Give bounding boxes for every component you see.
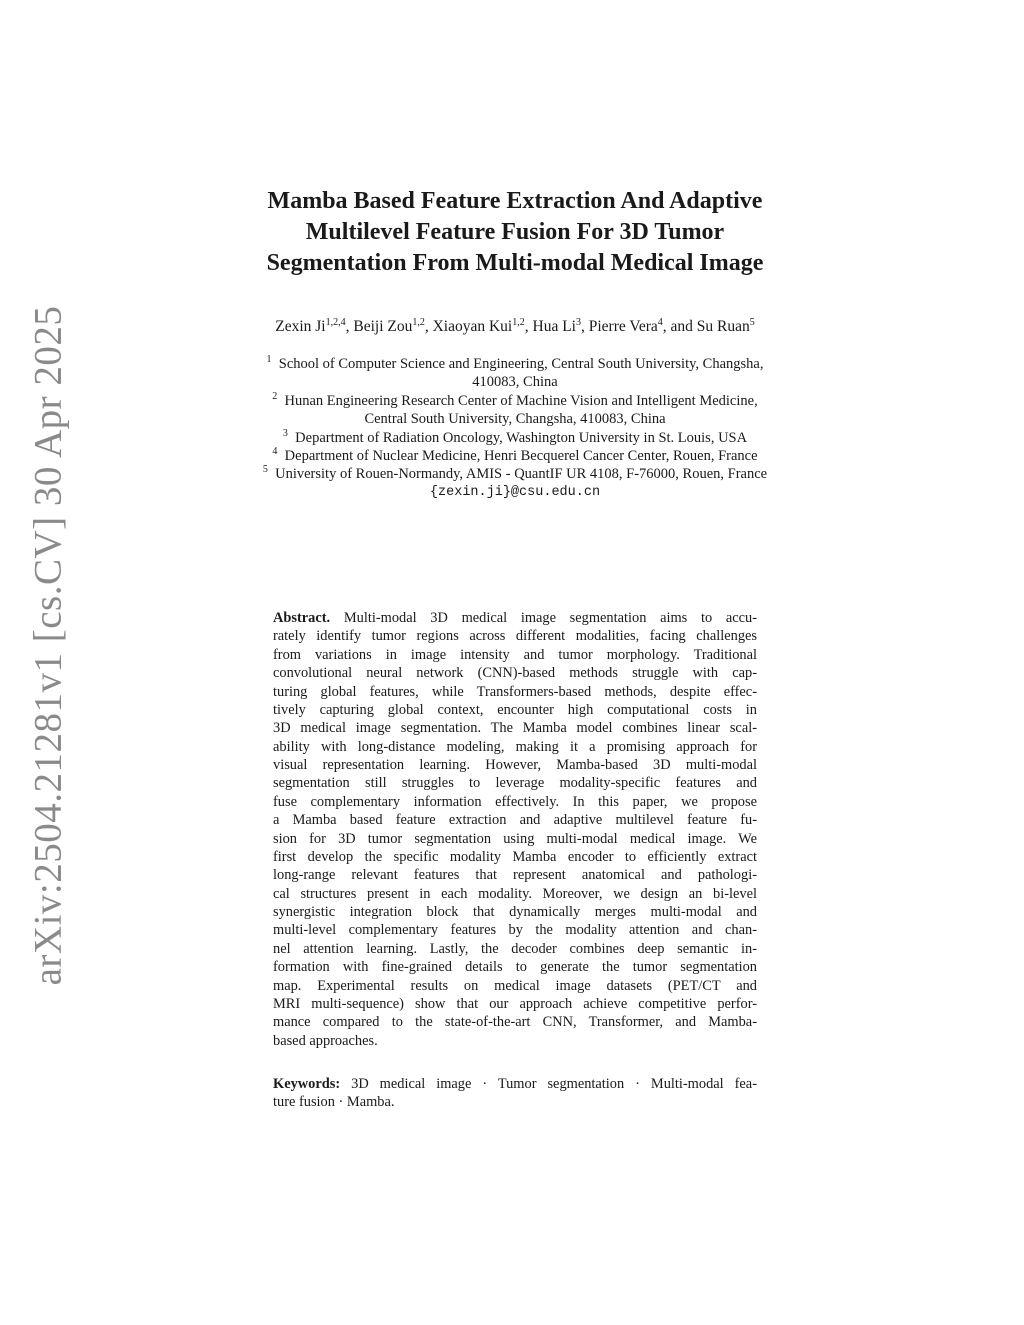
title-line: Segmentation From Multi-modal Medical Image	[266, 250, 764, 276]
abstract-line	[273, 609, 757, 627]
abstract-line-text: ability with long-distance modeling, making it a promising approach for	[273, 738, 757, 755]
abstract-line	[273, 995, 757, 1013]
abstract-line	[273, 958, 757, 976]
abstract-line-text: mance compared to the state-of-the-art CNN, Transformer, and Mamba-	[273, 1014, 757, 1031]
author-name: Hua Li	[532, 318, 576, 335]
affiliation-text: University of Rouen-Normandy, AMIS - QuantIF UR 4108, F-76000, Rouen, France	[275, 466, 768, 483]
author-separator: ,	[524, 318, 533, 335]
abstract-line-text: MRI multi-sequence) show that our approach achieve competitive perfor-	[273, 995, 757, 1012]
affiliation-1-continued: 410083, China	[472, 374, 558, 391]
keywords-line	[273, 1075, 757, 1093]
affiliation-number: 2	[272, 390, 278, 402]
abstract-line	[273, 683, 757, 701]
abstract-line	[273, 811, 757, 829]
abstract-line	[273, 921, 757, 939]
abstract-line	[273, 719, 757, 737]
affiliation-2-continued: Central South University, Changsha, 410083, China	[364, 411, 666, 428]
title-line: Mamba Based Feature Extraction And Adaptive	[267, 188, 763, 214]
author-separator: ,	[424, 318, 433, 335]
author-affiliation-mark: 3	[575, 316, 581, 328]
abstract-line	[273, 866, 757, 884]
abstract-line	[273, 738, 757, 756]
title-line: Multilevel Feature Fusion For 3D Tumor	[305, 219, 725, 245]
affiliation-4	[150, 447, 880, 465]
affiliation-number: 3	[282, 427, 288, 439]
author-affiliation-mark: 1,2	[512, 316, 525, 328]
author-name: Xiaoyan Kui	[432, 318, 513, 335]
affiliation-text: Hunan Engineering Research Center of Machine Vision and Intelligent Medicine,	[284, 392, 758, 409]
abstract-line-text: 3D medical image segmentation. The Mamba model combines linear scal-	[273, 720, 757, 737]
affiliation-2	[150, 392, 880, 410]
affiliation-text: Department of Radiation Oncology, Washington University in St. Louis, USA	[295, 429, 748, 446]
abstract-line	[273, 977, 757, 995]
affiliation-text: School of Computer Science and Engineering, Central South University, Changsha,	[278, 356, 764, 372]
abstract-line-text: from variations in image intensity and tumor morphology. Traditional	[273, 646, 757, 663]
author-name: Zexin Ji	[275, 318, 326, 335]
abstract-line-text: visual representation learning. However, Mamba-based 3D multi-modal	[273, 757, 757, 773]
keywords-section	[273, 1075, 757, 1112]
abstract-line-text: rately identify tumor regions across different modalities, facing challenges	[273, 628, 757, 645]
abstract-section	[273, 609, 757, 1050]
affiliation-3	[150, 429, 880, 447]
arxiv-identifier-text: arXiv:2504.21281v1 [cs.CV] 30 Apr 2025	[26, 305, 70, 985]
abstract-line	[273, 774, 757, 792]
author-affiliation-mark: 4	[657, 316, 663, 328]
abstract-line-text: turing global features, while Transformers-based methods, despite effec-	[273, 683, 757, 700]
affiliation-5	[150, 465, 880, 483]
abstract-label: Abstract.	[273, 610, 331, 626]
abstract-line-text: tively capturing global context, encounter high computational costs in	[273, 701, 757, 718]
author-separator: ,	[580, 318, 589, 335]
abstract-line-text: Multi-modal 3D medical image segmentation aims to accu-	[343, 610, 757, 626]
abstract-line-text: formation with fine-grained details to generate the tumor segmentation	[273, 959, 757, 976]
abstract-line	[273, 664, 757, 682]
abstract-line-text: fuse complementary information effectively. In this paper, we propose	[273, 793, 757, 810]
affiliation-number: 5	[262, 464, 268, 476]
abstract-line-text: nel attention learning. Lastly, the decoder combines deep semantic in-	[273, 940, 757, 957]
abstract-line-text: synergistic integration block that dynamically merges multi-modal and	[273, 904, 757, 920]
abstract-line	[273, 830, 757, 848]
abstract-line-text: first develop the specific modality Mamba encoder to efficiently extract	[273, 848, 757, 865]
author-name: Pierre Vera	[588, 318, 658, 335]
abstract-line	[273, 701, 757, 719]
abstract-line	[273, 903, 757, 921]
abstract-line-text: sion for 3D tumor segmentation using multi-modal medical image. We	[273, 830, 757, 847]
paper-title	[150, 186, 880, 279]
author-affiliation-mark: 5	[749, 316, 755, 328]
affiliation-text: Department of Nuclear Medicine, Henri Becquerel Cancer Center, Rouen, France	[284, 448, 758, 465]
abstract-line	[273, 848, 757, 866]
abstract-line	[273, 1013, 757, 1031]
author-affiliation-mark: 1,2	[412, 316, 425, 328]
author-affiliation-mark: 1,2,4	[325, 316, 346, 328]
keywords-line-text: 3D medical image · Tumor segmentation · Multi-modal fea-	[351, 1076, 757, 1092]
abstract-line-text: segmentation still struggles to leverage modality-specific features and	[273, 775, 757, 792]
abstract-line	[273, 793, 757, 811]
abstract-line-text: a Mamba based feature extraction and adaptive multilevel feature fu-	[273, 812, 757, 829]
abstract-line-text: based approaches.	[273, 1032, 378, 1049]
author-name: Beiji Zou	[353, 318, 413, 335]
affiliation-1	[150, 355, 880, 373]
author-list	[150, 318, 880, 336]
abstract-line	[273, 756, 757, 774]
affiliation-number: 4	[272, 446, 278, 458]
abstract-line-text: convolutional neural network (CNN)-based methods struggle with cap-	[273, 665, 757, 682]
abstract-line-text: long-range relevant features that represent anatomical and pathologi-	[273, 867, 757, 884]
keywords-label: Keywords:	[273, 1076, 341, 1092]
contact-email: {zexin.ji}@csu.edu.cn	[429, 484, 601, 500]
keywords-line	[273, 1093, 757, 1111]
author-name: Su Ruan	[696, 318, 750, 335]
abstract-line	[273, 646, 757, 664]
abstract-line-text: multi-level complementary features by the modality attention and chan-	[273, 922, 757, 939]
keywords-line-text: ture fusion · Mamba.	[273, 1094, 395, 1111]
arxiv-identifier-stamp	[22, 305, 74, 985]
author-separator: ,	[345, 318, 354, 335]
affiliation-number: 1	[266, 354, 272, 366]
author-separator: , and	[662, 318, 697, 335]
affiliation-list	[150, 355, 880, 502]
abstract-line	[273, 1032, 757, 1050]
abstract-line-text: map. Experimental results on medical image datasets (PET/CT and	[273, 977, 757, 994]
abstract-line	[273, 627, 757, 645]
abstract-line	[273, 940, 757, 958]
abstract-line	[273, 885, 757, 903]
abstract-line-text: cal structures present in each modality. Moreover, we design an bi-level	[273, 885, 757, 902]
